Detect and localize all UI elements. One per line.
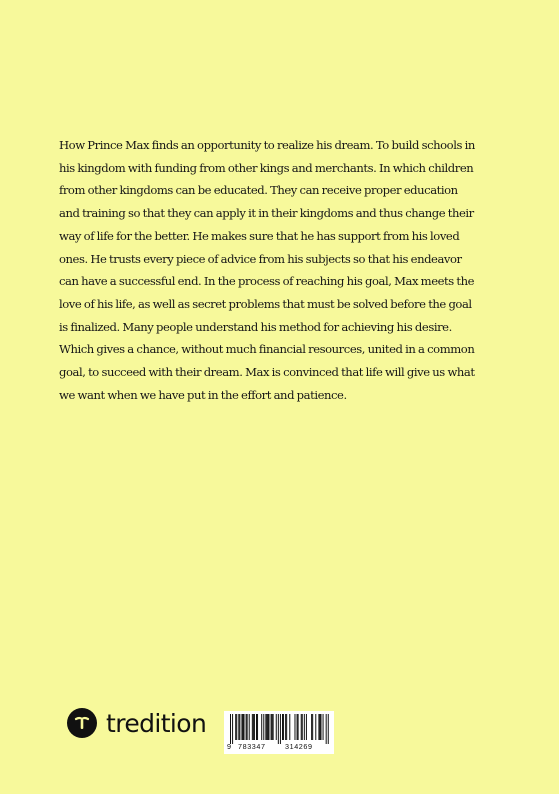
- barcode-bar: [306, 714, 307, 740]
- publisher-name: tredition: [106, 708, 207, 738]
- barcode-bar: [312, 714, 313, 740]
- barcode-bar: [267, 714, 268, 740]
- barcode-bar: [247, 714, 248, 740]
- barcode-bar: [289, 714, 290, 740]
- barcode-bar: [257, 714, 258, 740]
- barcode-bar: [319, 714, 320, 740]
- barcode-bar: [328, 714, 329, 744]
- description-line: Which gives a chance, without much financial resources, united in a common: [59, 342, 475, 357]
- barcode-bar: [283, 714, 284, 740]
- barcode-bar: [268, 714, 269, 740]
- publisher-logo: [67, 707, 206, 739]
- barcode-bar: [320, 714, 321, 740]
- barcode-bar: [326, 714, 327, 744]
- barcode-right-digits: 314269: [285, 742, 313, 751]
- barcode-bar: [304, 714, 305, 740]
- barcode-bar: [235, 714, 236, 740]
- barcode-bar: [311, 714, 312, 740]
- barcode-bar: [323, 714, 324, 740]
- description-line: from other kingdoms can be educated. They can receive proper education: [59, 183, 458, 198]
- barcode-bar: [244, 714, 245, 740]
- barcode-bar: [238, 714, 239, 740]
- barcode-bar: [232, 714, 233, 744]
- barcode-bar: [273, 714, 274, 740]
- description-line: goal, to succeed with their dream. Max is convinced that life will give us what: [59, 365, 475, 380]
- description-line: can have a successful end. In the process of reaching his goal, Max meets the: [59, 274, 475, 289]
- barcode-bar: [253, 714, 254, 740]
- description-line: his kingdom with funding from other kings and merchants. In which children: [59, 160, 474, 175]
- barcode-bar: [282, 714, 283, 740]
- description-line: is finalized. Many people understand his method for achieving his desire.: [59, 319, 452, 334]
- barcode-bar: [252, 714, 253, 740]
- barcode-bar: [249, 714, 250, 740]
- barcode-bar: [318, 714, 319, 740]
- barcode-bar: [256, 714, 257, 740]
- barcode-bars: [228, 714, 330, 744]
- barcode-bar: [278, 714, 279, 744]
- description-line: love of his life, as well as secret problems that must be solved before the goal: [59, 296, 472, 311]
- description-line: we want when we have put in the effort and patience.: [59, 387, 347, 402]
- barcode-bar: [254, 714, 255, 740]
- barcode-bar: [272, 714, 273, 740]
- description-line: and training so that they can apply it in their kingdoms and thus change their: [59, 206, 474, 221]
- back-cover-description: [59, 134, 505, 406]
- barcode-bar: [294, 714, 295, 740]
- barcode-bar: [265, 714, 266, 740]
- barcode-bar: [301, 714, 302, 740]
- barcode-bar: [242, 714, 243, 740]
- barcode-bar: [315, 714, 316, 740]
- barcode-bar: [239, 714, 240, 740]
- barcode-bar: [276, 714, 277, 740]
- barcode-bar: [280, 714, 281, 744]
- barcode-left-digits: 783347: [238, 742, 266, 751]
- barcode-bar: [302, 714, 303, 740]
- barcode-bar: [241, 714, 242, 740]
- barcode-bar: [298, 714, 299, 740]
- isbn-barcode: [224, 711, 334, 754]
- description-line: ones. He trusts every piece of advice from his subjects so that his endeavor: [59, 251, 462, 266]
- barcode-bar: [261, 714, 262, 740]
- barcode-bar: [286, 714, 287, 740]
- barcode-bar: [297, 714, 298, 740]
- barcode-lead-digit: 9: [227, 742, 232, 751]
- barcode-bar: [266, 714, 267, 740]
- barcode-bar: [246, 714, 247, 740]
- barcode-bar: [285, 714, 286, 740]
- barcode-bar: [236, 714, 237, 740]
- barcode-bar: [230, 714, 231, 744]
- description-line: How Prince Max finds an opportunity to realize his dream. To build schools in: [59, 138, 475, 152]
- book-icon: [67, 708, 97, 738]
- barcode-bar: [271, 714, 272, 740]
- barcode-bar: [263, 714, 264, 740]
- description-line: way of life for the better. He makes sure that he has support from his loved: [59, 228, 460, 243]
